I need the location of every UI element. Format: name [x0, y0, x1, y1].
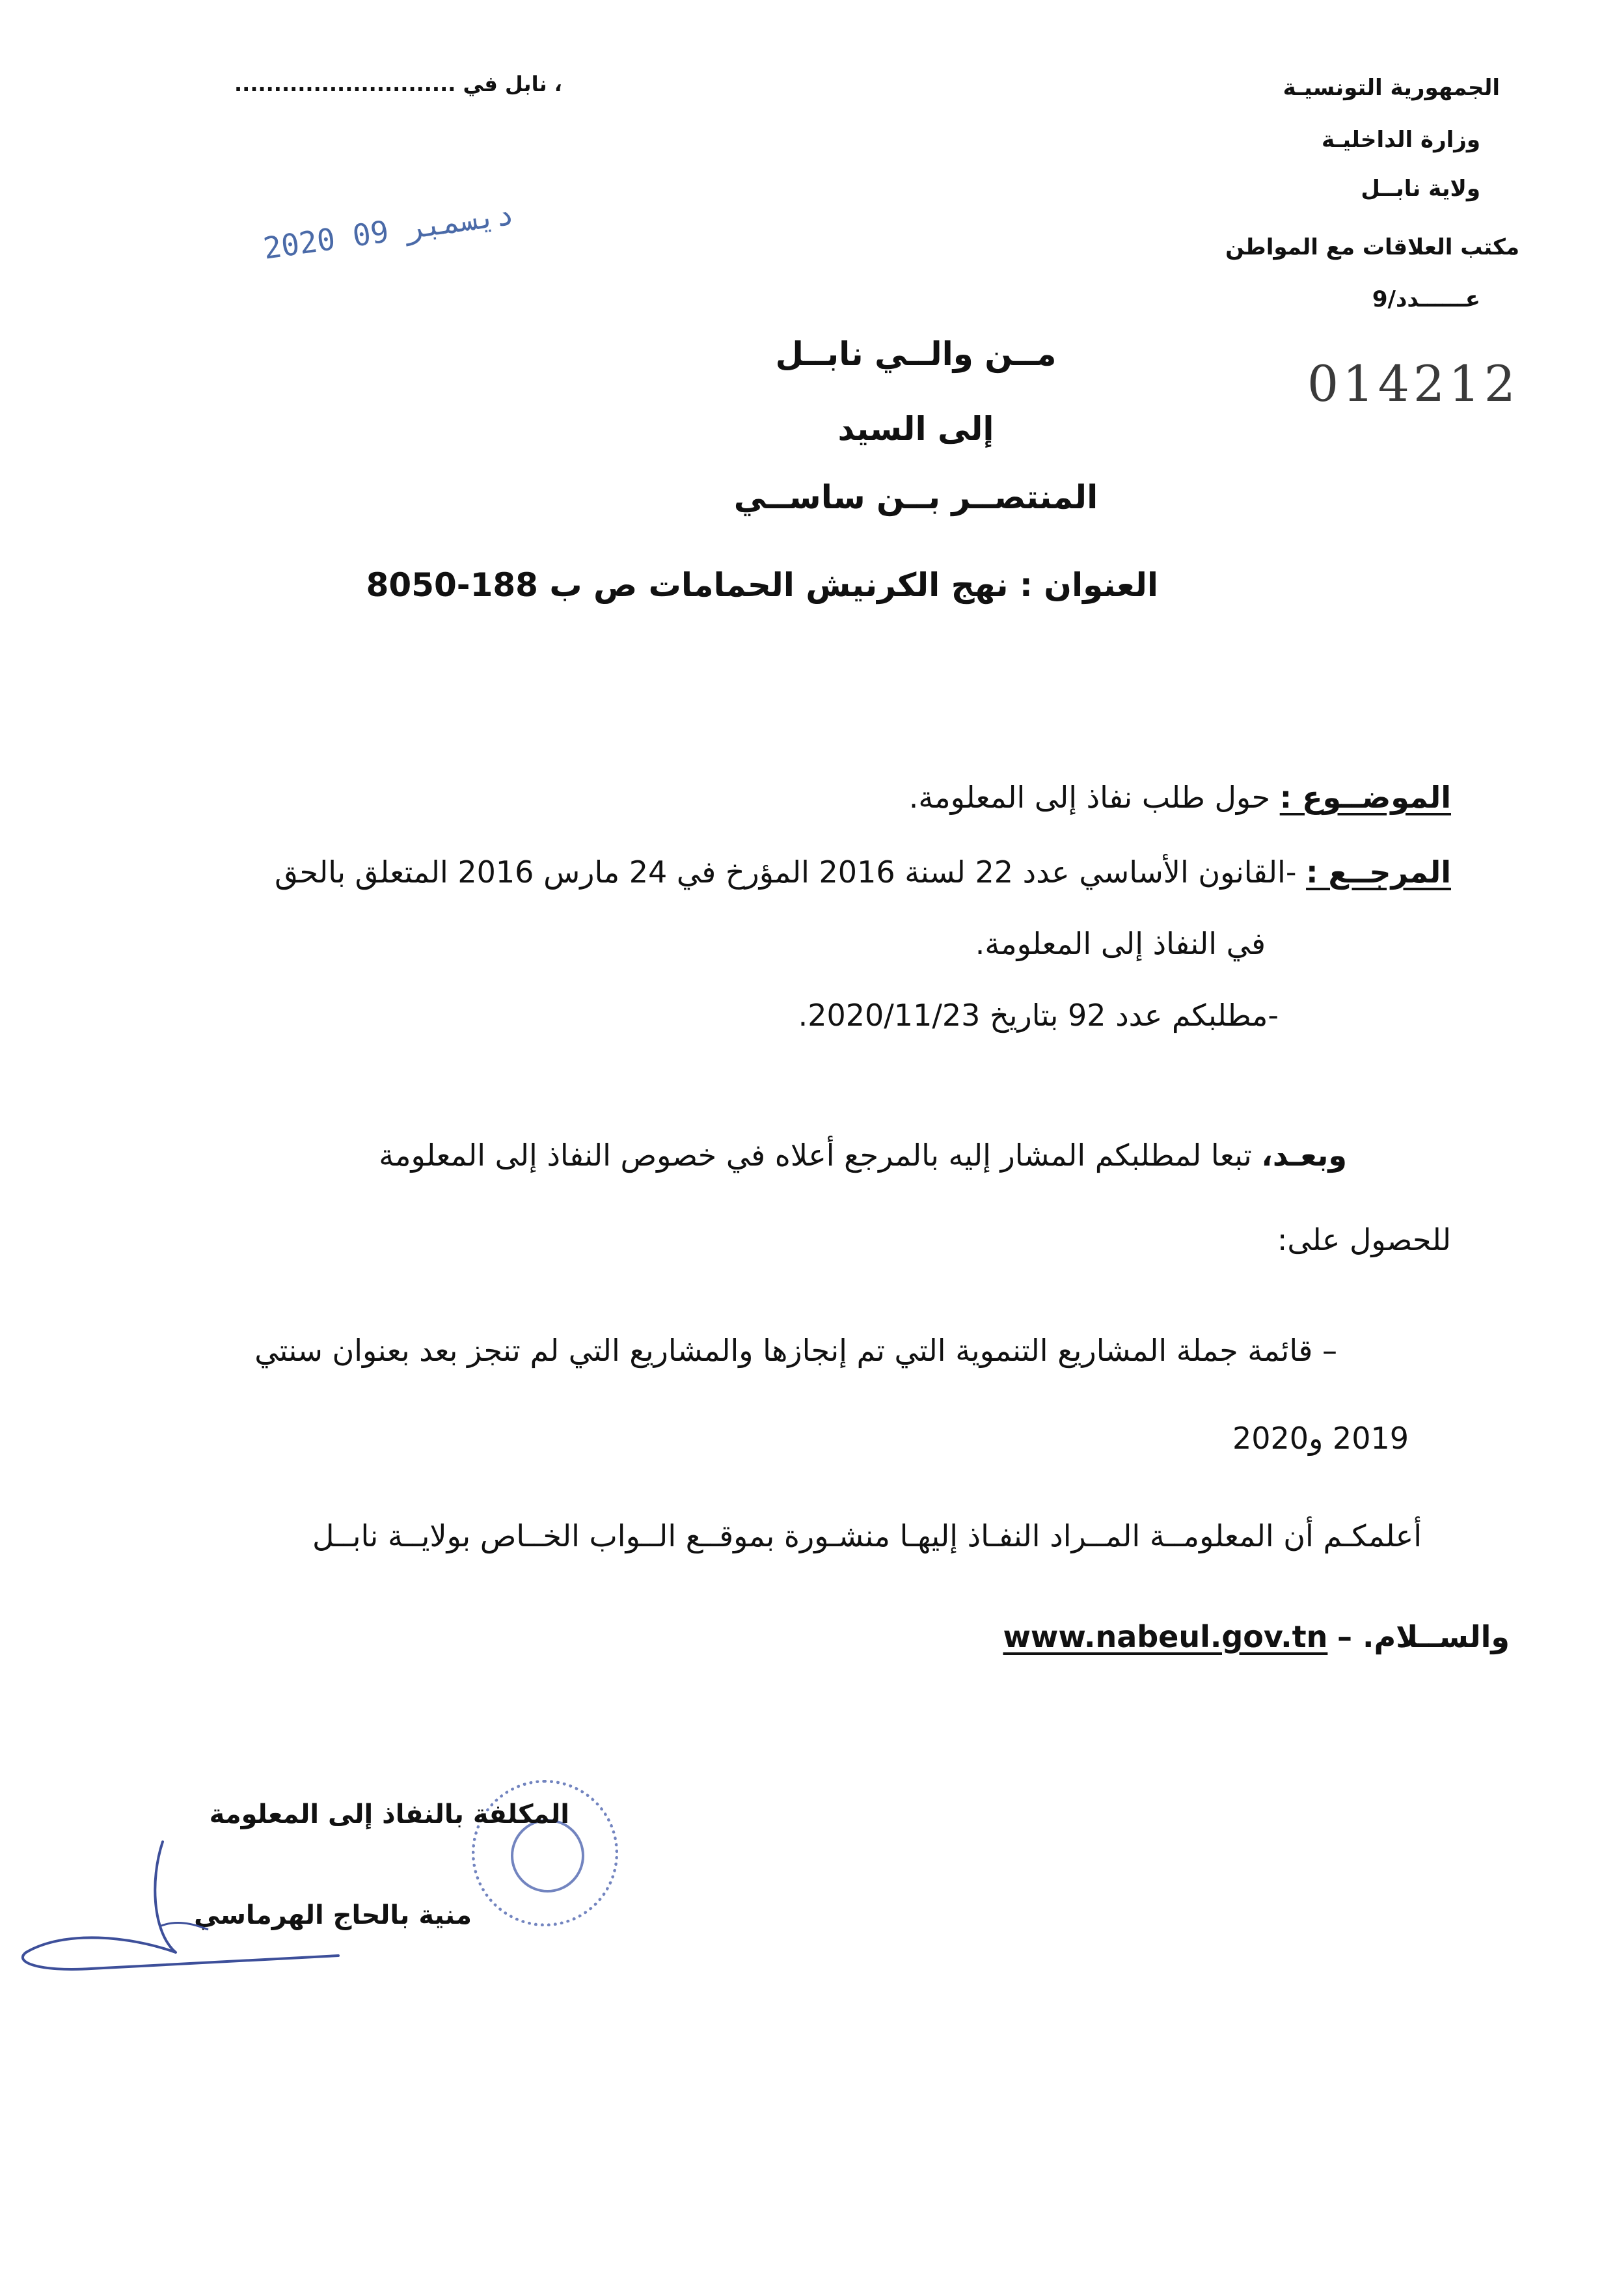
reference-number: عــــــدد/9: [1372, 286, 1480, 312]
ministry-label: وزارة الداخليـة: [1321, 127, 1480, 153]
website-link[interactable]: www.nabeul.gov.tn: [1003, 1619, 1328, 1654]
paragraph-1-lead: وبعـد،: [1261, 1138, 1347, 1173]
reference-label: المرجــع :: [1306, 854, 1451, 890]
reference-text-3: -مطلبكم عدد 92 بتاريخ 2020/11/23.: [798, 998, 1279, 1033]
paragraph-1-line-1: [379, 1136, 1347, 1175]
subject-label: الموضــوع :: [1279, 780, 1451, 815]
to-line: إلى السيد: [837, 410, 994, 448]
paragraph-1-text: تبعا لمطلبكم المشار إليه بالمرجع أعلاه في خصوص النفاذ إلى المعلومة: [379, 1138, 1262, 1173]
paragraph-3-line-2: [1003, 1617, 1510, 1656]
handwritten-signature: [13, 1822, 377, 1991]
paragraph-3-line-1: أعلمكـم أن المعلومــة المــراد النفـاذ إليهـا منشـورة بموقــع الــواب الخــاص بولايــة نابــل: [312, 1518, 1422, 1553]
place-date: ............................ نابل في ،: [234, 72, 562, 96]
office-label: مكتب العلاقات مع المواطن: [1225, 234, 1519, 260]
recipient-address: العنوان : نهج الكرنيش الحمامات ص ب 188-8050: [366, 566, 1158, 604]
subject-text: حول طلب نفاذ إلى المعلومة.: [908, 780, 1280, 815]
governorate-label: ولاية نابــل: [1361, 176, 1480, 202]
seal-emblem: [511, 1819, 584, 1893]
subject-line: [909, 778, 1451, 817]
republic-label: الجمهورية التونسيـة: [1283, 75, 1500, 101]
reference-text-1: -القانون الأساسي عدد 22 لسنة 2016 المؤرخ في 24 مارس 2016 المتعلق بالحق: [275, 854, 1307, 890]
closing-text: والســلام. –: [1337, 1619, 1510, 1654]
paragraph-2-line-2: 2019 و2020: [1232, 1421, 1409, 1456]
signatory-title: المكلفة بالنفاذ إلى المعلومة: [209, 1799, 569, 1829]
paragraph-1-line-2: للحصول على:: [1277, 1222, 1451, 1257]
recipient-name: المنتصــر بــن ساســي: [733, 478, 1098, 516]
reference-text-2: في النفاذ إلى المعلومة.: [975, 926, 1266, 961]
paragraph-2-line-1: – قائمة جملة المشاريع التنموية التي تم إنجازها والمشاريع التي لم تنجز بعد بعنوان سنتي: [254, 1333, 1337, 1368]
registration-number-stamp: 014212: [1307, 355, 1519, 413]
date-stamp: 2020 ديسمبر 09: [261, 196, 516, 266]
reference-line-1: [275, 853, 1451, 892]
signatory-name: منية بالحاج الهرماسي: [194, 1900, 472, 1930]
sender-line: مــن والــي نابــل: [775, 335, 1057, 373]
